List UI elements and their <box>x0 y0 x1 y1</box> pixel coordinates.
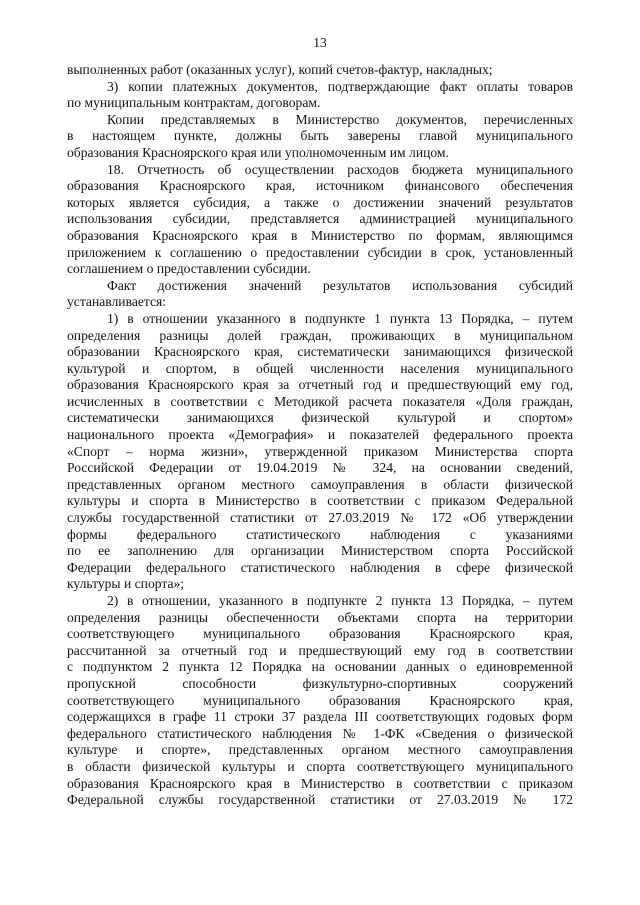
text-line: с подпунктом 2 пункта 12 Порядка на основании данных о единовременной <box>67 659 573 675</box>
text-line: образования Красноярского края, источником финансового обеспечения <box>67 178 573 194</box>
text-line: культуры и спорта в Министерство в соответствии с приказом Федеральной <box>67 493 573 509</box>
text-line: образовании Красноярского края, систематически занимающихся физической <box>67 344 573 360</box>
text-line: формы федерального статистического наблюдения с указаниями <box>67 526 573 542</box>
text-line: образования Красноярского края за отчетный год и предшествующий ему год, <box>67 377 573 393</box>
text-line: образования Красноярского края в Министерство в соответствии с приказом <box>67 775 573 791</box>
text-line: использования субсидии, представляется администрацией муниципального <box>67 211 573 227</box>
text-line: образования Красноярского края в Министерство по формам, являющимся <box>67 227 573 243</box>
text-line: в области физической культуры и спорта соответствующего муниципального <box>67 758 573 774</box>
text-line: федерального статистического наблюдения № 1-ФК «Сведения о физической <box>67 725 573 741</box>
text-line: которых является субсидия, а также о достижении значений результатов <box>67 194 573 210</box>
text-line: по ее заполнению для организации Министерством спорта Российской <box>67 543 573 559</box>
text-line: Федеральной службы государственной статистики от 27.03.2019 № 172 <box>67 792 573 808</box>
text-line: Факт достижения значений результатов использования субсидий <box>107 277 573 293</box>
text-line: соответствующего муниципального образования Красноярского края, <box>67 626 573 642</box>
text-line: культуре и спорте», представленных органом местного самоуправления <box>67 742 573 758</box>
text-line: рассчитанной за отчетный год и предшествующий ему год в соответствии <box>67 642 573 658</box>
text-line: выполненных работ (оказанных услуг), копий счетов-фактур, накладных; <box>67 62 493 77</box>
text-line: соответствующего муниципального образования Красноярского края, <box>67 692 573 708</box>
text-line: 3) копии платежных документов, подтверждающие факт оплаты товаров <box>107 78 573 94</box>
text-line: соглашением о предоставлении субсидии. <box>67 261 311 277</box>
text-line: представленных органом местного самоуправления в области физической <box>67 476 573 492</box>
text-line: пропускной способности физкультурно-спортивных сооружений <box>67 675 573 691</box>
text-line: приложением к соглашению о предоставлении субсидии в срок, установленный <box>67 244 573 260</box>
text-line: определения разницы долей граждан, проживающих в муниципальном <box>67 327 573 343</box>
text-line: исчисленных в соответствии с Методикой расчета показателя «Доля граждан, <box>67 393 573 409</box>
text-line: определения разницы обеспеченности объектами спорта на территории <box>67 609 573 625</box>
text-line: Копии представляемых в Министерство документов, перечисленных <box>107 111 573 127</box>
text-line: 18. Отчетность об осуществлении расходов бюджета муниципального <box>107 161 573 177</box>
text-line: Федерации федерального статистического наблюдения в сфере физической <box>67 559 573 575</box>
text-line: культурой и спортом, в общей численности населения муниципального <box>67 360 573 376</box>
text-line: «Спорт – норма жизни», утвержденной приказом Министерства спорта <box>67 443 573 459</box>
text-line: устанавливается: <box>67 294 167 310</box>
text-line: образования Красноярского края или уполномоченным им лицом. <box>67 144 449 160</box>
text-line: систематически занимающихся физической культурой и спортом» <box>67 410 573 426</box>
text-line: 1) в отношении указанного в подпункте 1 пункта 13 Порядка, – путем <box>107 310 573 326</box>
text-line: национального проекта «Демография» и показателей федерального проекта <box>67 427 573 443</box>
text-line: службы государственной статистики от 27.03.2019 № 172 «Об утверждении <box>67 510 573 526</box>
text-line: 2) в отношении, указанного в подпункте 2 пункта 13 Порядка, – путем <box>107 593 573 608</box>
text-line: содержащихся в графе 11 строки 37 раздела III соответствующих годовых форм <box>67 709 573 725</box>
text-line: Российской Федерации от 19.04.2019 № 324, на основании сведений, <box>67 460 573 476</box>
page-number: 13 <box>313 35 327 50</box>
text-line: по муниципальным контрактам, договорам. <box>67 95 321 111</box>
text-line: культуры и спорта»; <box>67 576 185 592</box>
document-body <box>67 62 573 809</box>
text-line: в настоящем пункте, должны быть заверены главой муниципального <box>67 128 573 144</box>
